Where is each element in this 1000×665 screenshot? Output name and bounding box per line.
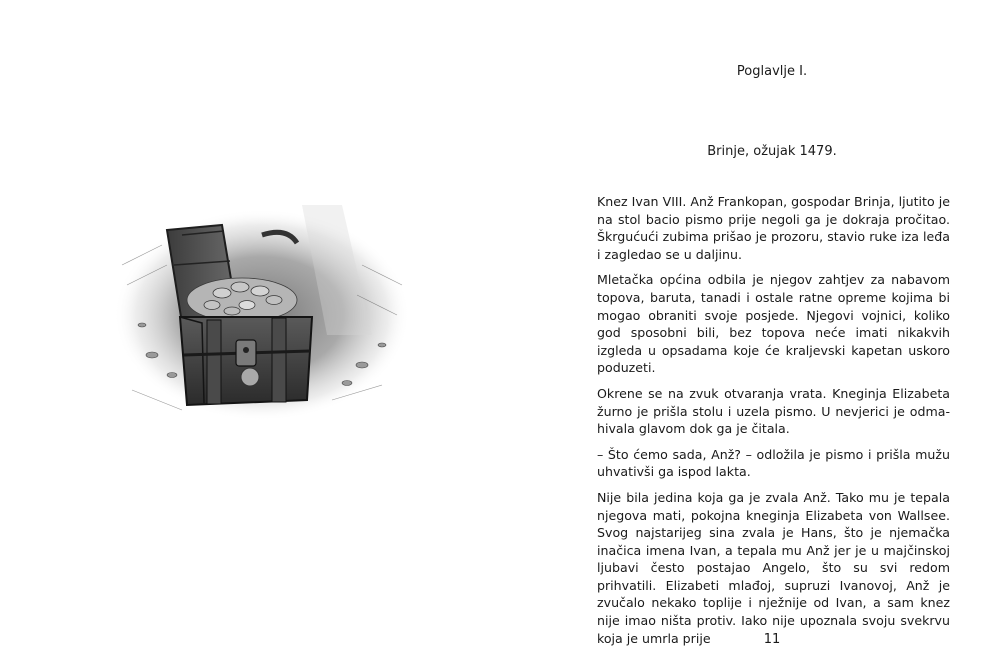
paragraph: Knez Ivan VIII. Anž Frankopan, gospodar Brinja, ljutito je na stol bacio pismo prije negoli ga je dokraja pročitao. Škrgućući zubima prišao je prozoru, stavio ruke iza leđa i zagledao se u daljinu. — [597, 194, 950, 262]
paragraph: Okrene se na zvuk otvaranja vrata. Kneginja Elizabeta žurno je prišla stolu i uzela pismo. U nevjerici je odmahivala glavom dok ga je čitala. — [597, 385, 950, 437]
paragraph: – Što ćemo sada, Anž? – odložila je pismo i prišla mužu uhvativši ga ispod lakta. — [597, 446, 950, 480]
paragraph: Nije bila jedina koja ga je zvala Anž. Tako mu je tepala njegova mati, pokojna kneginja Elizabeta von Wallsee. Svog najstarijeg sina zvala je Hans, što je njemačka inačica imena Ivan, a tepala mu Anž jer je u majčinskoj ljubavi često postajao Angelo, što su svi redom prihvatili. Elizabeti mlađoj, supruzi Ivanovoj, Anž je zvučalo nekako toplije i nježnije od Ivan, a sam knez nije imao ništa protiv. Iako nije upoznala svoju svekrvu koja je umrla prije — [597, 489, 950, 646]
page-number: 11 — [763, 632, 781, 647]
treasure-chest-icon — [112, 205, 412, 425]
chapter-title: Poglavlje I. — [736, 64, 808, 79]
place-date-heading: Brinje, ožujak 1479. — [707, 144, 837, 159]
paragraph: Mletačka općina odbila je njegov zahtjev za nabavom topova, baruta, tanadi i ostale ratne opreme kojima bi mogao obraniti svoje posjede. Njegovi vojnici, koliko god sposobni bili, bez topova neće imati nikakvih izgleda u opsadama koje će kraljevski kapetan uskoro poduzeti. — [597, 272, 950, 376]
right-page — [500, 0, 1000, 665]
treasure-chest-illustration — [112, 205, 412, 425]
